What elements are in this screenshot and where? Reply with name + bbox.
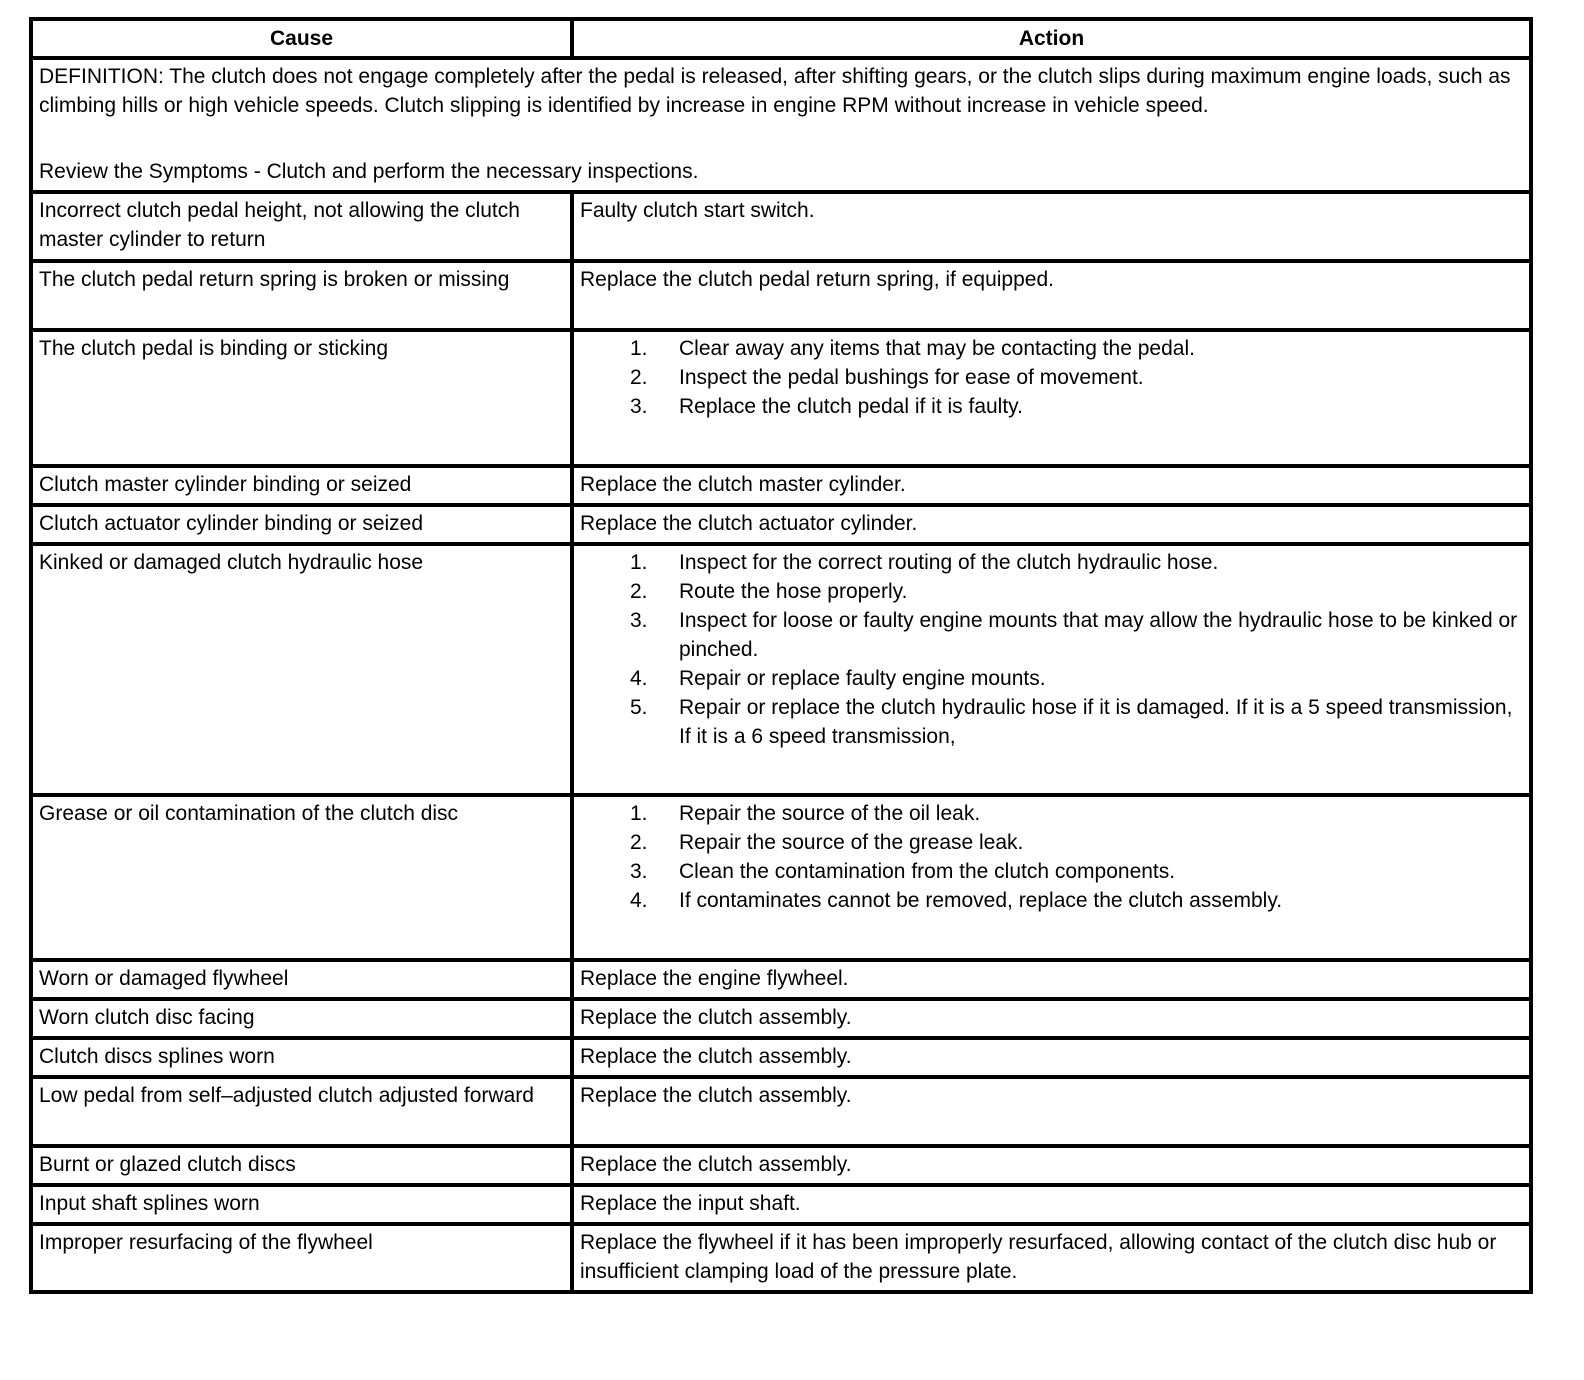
action-cell <box>572 544 1531 795</box>
table-row <box>31 261 1531 330</box>
step-text: If contaminates cannot be removed, replace the clutch assembly. <box>679 889 1283 912</box>
review-symptoms-text: Review the Symptoms - Clutch and perform the necessary inspections. <box>39 160 699 183</box>
troubleshooting-table <box>29 17 1533 1294</box>
action-cell <box>572 795 1531 960</box>
definition-cell <box>31 58 1531 192</box>
cause-cell: Incorrect clutch pedal height, not allowing the clutch master cylinder to return <box>31 192 572 261</box>
cause-cell: Worn or damaged flywheel <box>31 960 572 999</box>
action-steps-list <box>580 548 1523 751</box>
cause-cell: Kinked or damaged clutch hydraulic hose <box>31 544 572 795</box>
step-number: 4. <box>630 889 648 912</box>
cause-cell: Improper resurfacing of the flywheel <box>31 1224 572 1292</box>
list-item <box>580 392 1523 421</box>
list-item <box>580 363 1523 392</box>
list-item <box>580 664 1523 693</box>
step-number: 5. <box>630 696 648 719</box>
cause-cell: The clutch pedal return spring is broken or missing <box>31 261 572 330</box>
list-item <box>580 548 1523 577</box>
table-row <box>31 1038 1531 1077</box>
step-number: 2. <box>630 831 648 854</box>
action-cell: Replace the clutch assembly. <box>572 1077 1531 1146</box>
list-item <box>580 693 1523 751</box>
step-text: Inspect for the correct routing of the clutch hydraulic hose. <box>679 551 1219 574</box>
cause-cell: Grease or oil contamination of the clutch disc <box>31 795 572 960</box>
list-item <box>580 857 1523 886</box>
cause-cell: Clutch discs splines worn <box>31 1038 572 1077</box>
action-cell <box>572 330 1531 466</box>
step-text: Inspect the pedal bushings for ease of movement. <box>679 366 1144 389</box>
step-number: 3. <box>630 395 648 418</box>
table-row <box>31 1146 1531 1185</box>
table-row <box>31 1077 1531 1146</box>
cause-cell: Worn clutch disc facing <box>31 999 572 1038</box>
cause-cell: The clutch pedal is binding or sticking <box>31 330 572 466</box>
step-text: Repair the source of the grease leak. <box>679 831 1024 854</box>
step-number: 1. <box>630 802 648 825</box>
action-cell: Replace the clutch pedal return spring, if equipped. <box>572 261 1531 330</box>
table-row <box>31 330 1531 466</box>
step-number: 1. <box>630 337 648 360</box>
action-steps-list <box>580 799 1523 915</box>
table-row <box>31 1224 1531 1292</box>
action-steps-list <box>580 334 1523 421</box>
table-row <box>31 466 1531 505</box>
step-text: Inspect for loose or faulty engine mounts that may allow the hydraulic hose to be kinked or pinched. <box>679 609 1518 661</box>
step-text: Repair or replace the clutch hydraulic hose if it is damaged. If it is a 5 speed transmission, If it is a 6 speed transmission, <box>679 696 1513 748</box>
step-number: 2. <box>630 366 648 389</box>
definition-text: DEFINITION: The clutch does not engage completely after the pedal is released, after shifting gears, or the clutch slips during maximum engine loads, such as climbing hills or high vehicle speeds. Clutch slipping is identified by increase in engine RPM without increase in vehicle speed. <box>39 65 1511 117</box>
action-cell: Replace the clutch master cylinder. <box>572 466 1531 505</box>
action-column-header: Action <box>572 19 1531 58</box>
cause-column-header: Cause <box>31 19 572 58</box>
table-row <box>31 960 1531 999</box>
table-row <box>31 795 1531 960</box>
table-row <box>31 999 1531 1038</box>
table-row <box>31 192 1531 261</box>
list-item <box>580 886 1523 915</box>
step-number: 1. <box>630 551 648 574</box>
step-number: 3. <box>630 860 648 883</box>
cause-cell: Burnt or glazed clutch discs <box>31 1146 572 1185</box>
action-cell: Replace the input shaft. <box>572 1185 1531 1224</box>
step-number: 2. <box>630 580 648 603</box>
action-cell: Replace the clutch assembly. <box>572 999 1531 1038</box>
header-row <box>31 19 1531 58</box>
list-item <box>580 606 1523 664</box>
action-cell: Faulty clutch start switch. <box>572 192 1531 261</box>
list-item <box>580 828 1523 857</box>
table-row <box>31 544 1531 795</box>
cause-cell: Clutch actuator cylinder binding or seized <box>31 505 572 544</box>
step-text: Repair or replace faulty engine mounts. <box>679 667 1046 690</box>
step-number: 4. <box>630 667 648 690</box>
action-cell: Replace the engine flywheel. <box>572 960 1531 999</box>
action-cell: Replace the clutch assembly. <box>572 1146 1531 1185</box>
list-item <box>580 577 1523 606</box>
step-text: Clear away any items that may be contacting the pedal. <box>679 337 1195 360</box>
action-cell: Replace the flywheel if it has been improperly resurfaced, allowing contact of the clutch disc hub or insufficient clamping load of the pressure plate. <box>572 1224 1531 1292</box>
cause-cell: Low pedal from self–adjusted clutch adjusted forward <box>31 1077 572 1146</box>
list-item <box>580 799 1523 828</box>
step-text: Repair the source of the oil leak. <box>679 802 981 825</box>
step-number: 3. <box>630 609 648 632</box>
definition-row <box>31 58 1531 192</box>
cause-cell: Input shaft splines worn <box>31 1185 572 1224</box>
list-item <box>580 334 1523 363</box>
step-text: Route the hose properly. <box>679 580 908 603</box>
action-cell: Replace the clutch actuator cylinder. <box>572 505 1531 544</box>
action-cell: Replace the clutch assembly. <box>572 1038 1531 1077</box>
step-text: Replace the clutch pedal if it is faulty. <box>679 395 1023 418</box>
step-text: Clean the contamination from the clutch components. <box>679 860 1176 883</box>
table-row <box>31 1185 1531 1224</box>
table-row <box>31 505 1531 544</box>
cause-cell: Clutch master cylinder binding or seized <box>31 466 572 505</box>
definition-spacer <box>39 120 1523 157</box>
